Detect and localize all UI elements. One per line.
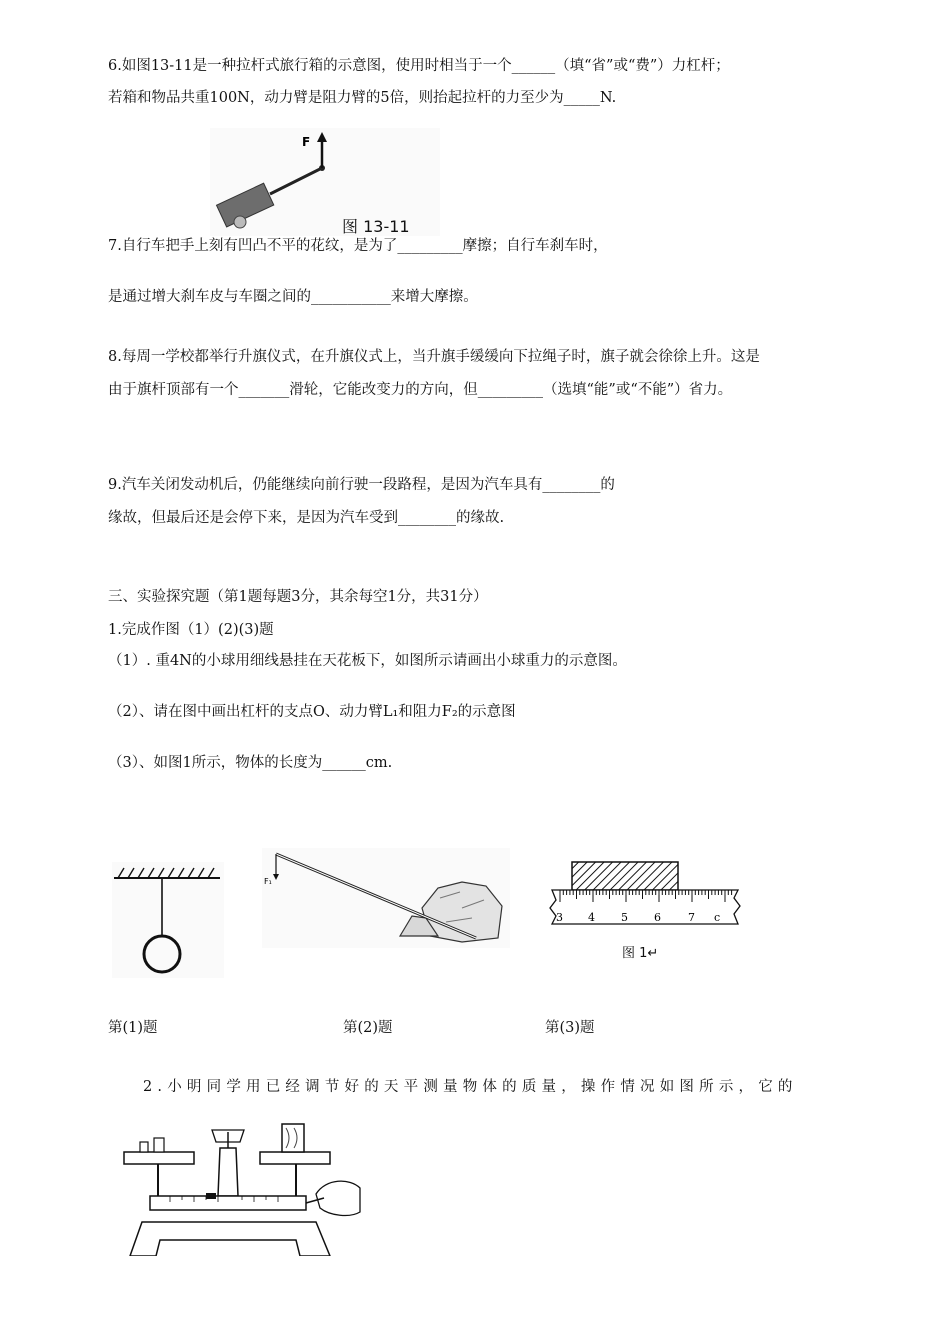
section-3-q1-part2: （2）、请在图中画出杠杆的支点O、动力臂L₁和阻力F₂的示意图 [108,704,516,720]
figure-13-11-caption: 图 13-11 [342,217,410,236]
balance-scale-figure [120,1108,366,1256]
ruler-tick-3: 3 [556,911,563,924]
ruler-tick-4: 4 [588,911,595,924]
center-column [218,1148,238,1196]
balance-beam [150,1196,306,1210]
ruler-unit: c [714,911,721,924]
section-3-heading: 三、实验探究题（第1题每题3分，其余每空1分，共31分） [108,589,488,605]
balance-base [130,1222,330,1256]
ruler-tick-7: 7 [688,911,695,924]
ruler-tick-5: 5 [621,911,628,924]
ruler-tick-6: 6 [654,911,661,924]
q8-line1: 8.每周一学校都举行升旗仪式，在升旗仪式上，当升旗手缓缓向下拉绳子时，旗子就会徐徐上升。这是 [108,349,760,365]
weight-small-1 [140,1142,148,1152]
section-3-q1-title: 1.完成作图（1）(2)(3)题 [108,622,274,638]
measured-block [572,862,678,890]
rider-weight [206,1193,216,1199]
force-label: F [302,135,311,149]
section-3-q2-text: 2.小明同学用已经调节好的天平测量物体的质量，操作情况如图所示，它的 [143,1079,798,1095]
wheel-shape [234,216,246,228]
f1-label: F₁ [264,877,272,886]
object-block [282,1124,304,1152]
left-pan [124,1152,194,1164]
figure-background [112,862,224,978]
caption-question-3: 第(3)题 [545,1020,595,1036]
q6-line1: 6.如图13-11是一种拉杆式旅行箱的示意图，使用时相当于一个______（填“省”或“费”）力杠杆； [108,58,730,74]
ruler-body [550,890,740,924]
q7-line1: 7.自行车把手上刻有凹凸不平的花纹，是为了_________摩擦；自行车刹车时， [108,238,608,254]
caption-question-2: 第(2)题 [343,1020,393,1036]
section-3-q1-part1: （1）. 重4N的小球用细线悬挂在天花板下，如图所示请画出小球重力的示意图。 [108,653,627,669]
right-pan [260,1152,330,1164]
q8-line2: 由于旗杆顶部有一个_______滑轮，它能改变力的方向，但_________（选填“能”或“不能”）省力。 [108,382,733,398]
q9-line1: 9.汽车关闭发动机后，仍能继续向前行驶一段路程，是因为汽车具有________的 [108,477,615,493]
q7-line2: 是通过增大刹车皮与车圈之间的___________来增大摩擦。 [108,289,478,305]
q9-line2: 缘故，但最后还是会停下来，是因为汽车受到________的缘故. [108,510,505,526]
lever-rock-figure [262,848,510,948]
caption-question-1: 第(1)题 [108,1020,158,1036]
q6-line2: 若箱和物品共重100N，动力臂是阻力臂的5倍，则抬起拉杆的力至少为_____N. [108,90,617,106]
weight-small-2 [154,1138,164,1152]
section-3-q1-part3: （3）、如图1所示，物体的长度为______cm. [108,755,393,771]
ruler-figure [548,858,744,938]
figure-1-caption: 图 1↵ [622,946,659,961]
hanging-ball-figure [112,862,224,978]
